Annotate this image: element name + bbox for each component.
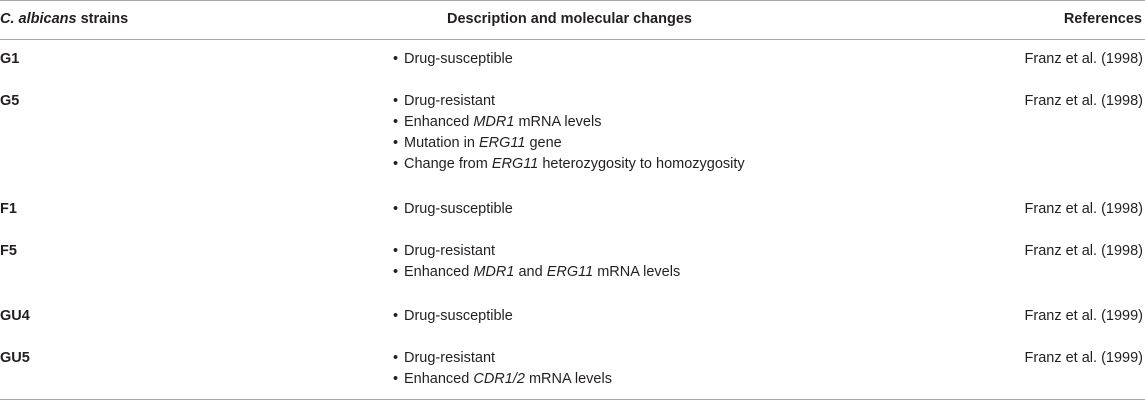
description-text: Change from <box>404 156 492 172</box>
description-text: Mutation in <box>404 135 479 151</box>
description-text: Drug-resistant <box>404 93 496 109</box>
table-header <box>0 0 1145 39</box>
bullet-dot-icon: • <box>393 156 399 172</box>
bullet-dot-icon: • <box>393 201 399 217</box>
table-bottom-rule <box>0 399 1145 400</box>
description-list <box>393 306 513 327</box>
gene-name: ERG11 <box>491 156 539 172</box>
description-text: Drug-resistant <box>404 243 496 259</box>
bullet-dot-icon: • <box>393 350 399 366</box>
description-item <box>393 262 680 283</box>
header-strains-species: C. albicans <box>0 11 77 27</box>
reference-cell: Franz et al. (1999) <box>1024 308 1143 324</box>
description-text: Enhanced <box>404 371 474 387</box>
description-item <box>393 133 745 154</box>
header-rule <box>0 39 1145 40</box>
bullet-dot-icon: • <box>393 371 399 387</box>
description-list <box>393 49 513 70</box>
description-text: Enhanced <box>404 264 474 280</box>
description-item <box>393 241 680 262</box>
description-list <box>393 241 680 283</box>
strain-cell: GU4 <box>0 308 30 324</box>
strain-cell: F1 <box>0 201 17 217</box>
description-item <box>393 369 612 390</box>
header-description: Description and molecular changes <box>447 11 692 27</box>
reference-cell: Franz et al. (1999) <box>1024 350 1143 366</box>
description-text: mRNA levels <box>593 264 681 280</box>
description-text: Enhanced <box>404 114 474 130</box>
description-text: mRNA levels <box>524 371 612 387</box>
strain-cell: G1 <box>0 51 20 67</box>
description-item <box>393 306 513 327</box>
bullet-dot-icon: • <box>393 243 399 259</box>
header-references: References <box>1063 11 1142 27</box>
description-item <box>393 154 745 175</box>
strain-cell: GU5 <box>0 350 30 366</box>
strain-cell: G5 <box>0 93 20 109</box>
gene-name: CDR1/2 <box>473 371 525 387</box>
bullet-dot-icon: • <box>393 93 399 109</box>
description-item <box>393 348 612 369</box>
description-text: gene <box>525 135 562 151</box>
description-text: heterozygosity to homozygosity <box>538 156 745 172</box>
description-text: Drug-susceptible <box>404 51 513 67</box>
description-list <box>393 91 745 175</box>
header-strains-suffix: strains <box>76 11 129 27</box>
reference-cell: Franz et al. (1998) <box>1024 51 1143 67</box>
description-list <box>393 348 612 390</box>
strain-cell: F5 <box>0 243 17 259</box>
reference-cell: Franz et al. (1998) <box>1024 93 1143 109</box>
bullet-dot-icon: • <box>393 308 399 324</box>
description-text: Drug-resistant <box>404 350 496 366</box>
gene-name: MDR1 <box>473 264 515 280</box>
header-strains <box>0 11 128 28</box>
reference-cell: Franz et al. (1998) <box>1024 201 1143 217</box>
bullet-dot-icon: • <box>393 114 399 130</box>
description-item <box>393 112 745 133</box>
bullet-dot-icon: • <box>393 135 399 151</box>
bullet-dot-icon: • <box>393 51 399 67</box>
description-text: Drug-susceptible <box>404 201 513 217</box>
description-item <box>393 199 513 220</box>
description-list <box>393 199 513 220</box>
description-text: Drug-susceptible <box>404 308 513 324</box>
gene-name: MDR1 <box>473 114 515 130</box>
reference-cell: Franz et al. (1998) <box>1024 243 1143 259</box>
gene-name: ERG11 <box>478 135 526 151</box>
description-item <box>393 91 745 112</box>
description-item <box>393 49 513 70</box>
gene-name: ERG11 <box>546 264 594 280</box>
description-text: and <box>514 264 547 280</box>
description-text: mRNA levels <box>514 114 602 130</box>
bullet-dot-icon: • <box>393 264 399 280</box>
